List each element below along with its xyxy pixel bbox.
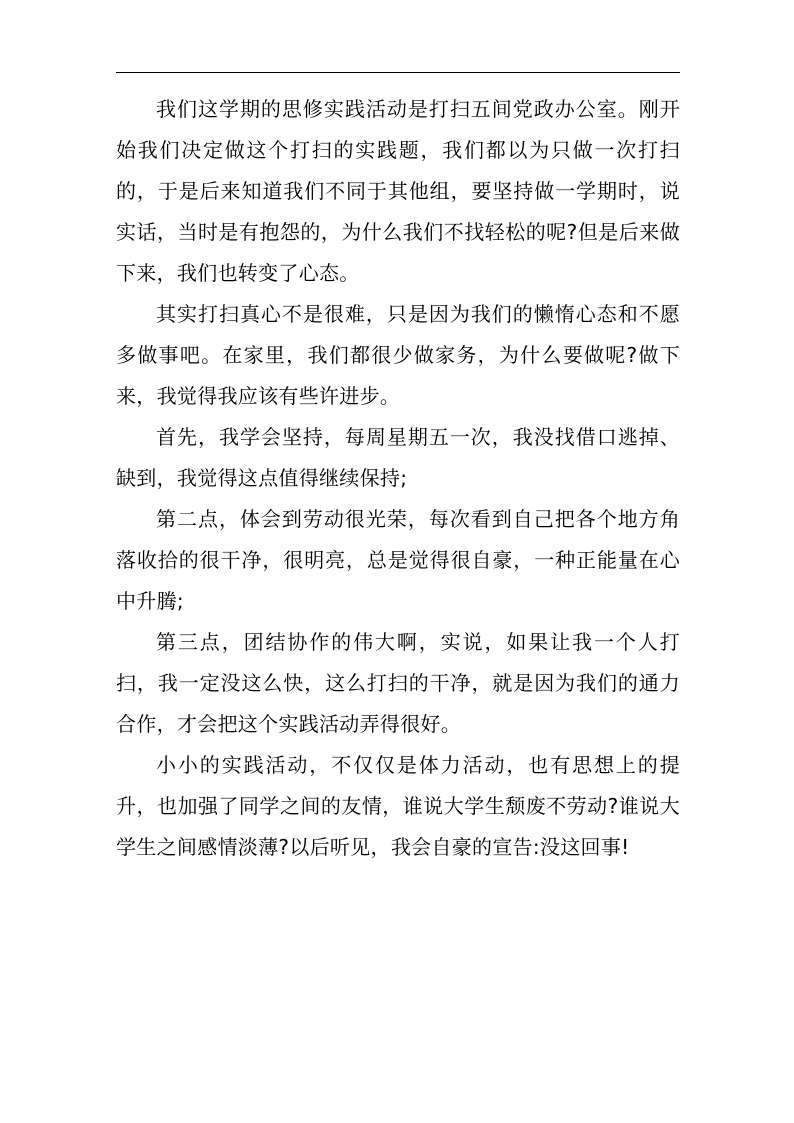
paragraph-4: 第二点，体会到劳动很光荣，每次看到自己把各个地方角落收拾的很干净，很明亮，总是觉得很自豪，一种正能量在心中升腾; xyxy=(116,507,680,613)
paragraph-3: 首先，我学会坚持，每周星期五一次，我没找借口逃掉、缺到，我觉得这点值得继续保持; xyxy=(116,425,680,490)
document-body xyxy=(116,89,680,868)
paragraph-5: 第三点，团结协作的伟大啊，实说，如果让我一个人打扫，我一定没这么快，这么打扫的干净，就是因为我们的通力合作，才会把这个实践活动弄得很好。 xyxy=(116,630,680,736)
paragraph-1: 我们这学期的思修实践活动是打扫五间党政办公室。刚开始我们决定做这个打扫的实践题，我们都以为只做一次打扫的，于是后来知道我们不同于其他组，要坚持做一学期时，说实话，当时是有抱怨的，为什么我们不找轻松的呢?但是后来做下来，我们也转变了心态。 xyxy=(116,97,680,285)
paragraph-2: 其实打扫真心不是很难，只是因为我们的懒惰心态和不愿多做事吧。在家里，我们都很少做家务，为什么要做呢?做下来，我觉得我应该有些许进步。 xyxy=(116,302,680,408)
paragraph-6: 小小的实践活动，不仅仅是体力活动，也有思想上的提升，也加强了同学之间的友情，谁说大学生颓废不劳动?谁说大学生之间感情淡薄?以后听见，我会自豪的宣告:没这回事! xyxy=(116,753,680,859)
header-rule xyxy=(116,72,680,73)
